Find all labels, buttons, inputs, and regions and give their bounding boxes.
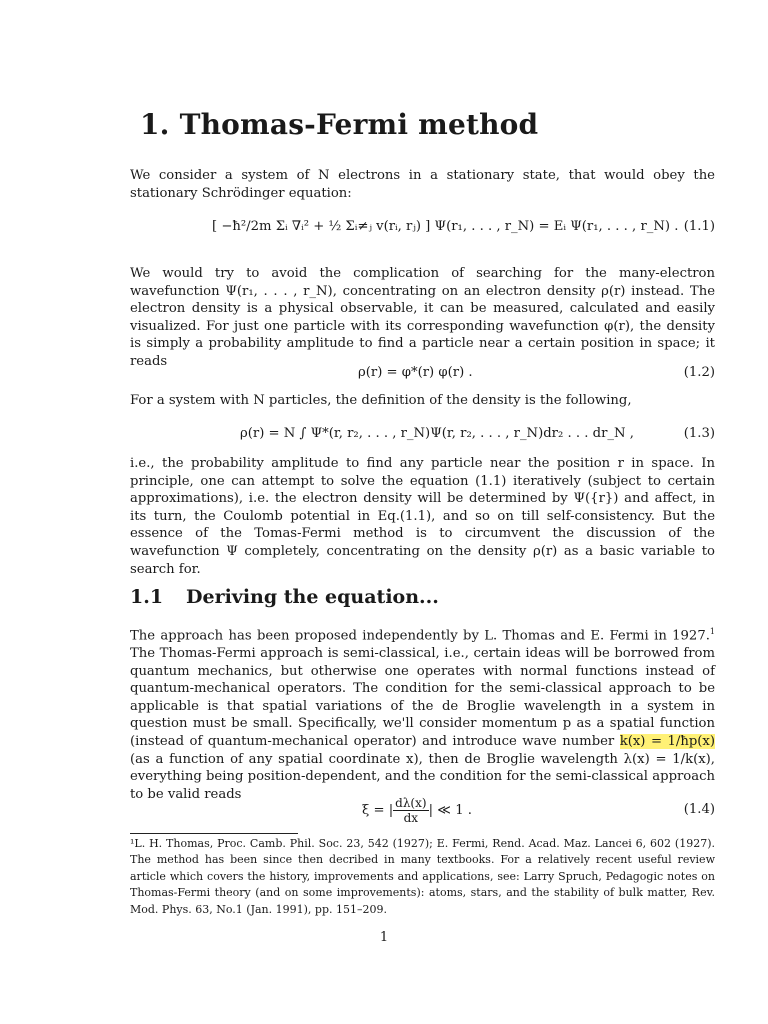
paragraph-intro: We consider a system of N electrons in a stationary state, that would obey the stationary Schrödinger equation: — [130, 168, 715, 201]
footnote-1: ¹L. H. Thomas, Proc. Camb. Phil. Soc. 23, 542 (1927); E. Fermi, Rend. Acad. Maz. Lancei 6, 602 (1927). The method has been since then decribed in many textbooks. For a relatively recent useful review article which covers the history, improvements and applications, see: Larry Spruch, Pedagogic notes on Thomas-Fermi theory (and on some improvements): atoms, stars, and the stability of bulk matter, Rev. Mod. Phys. 63, No.1 (Jan. 1991), pp. 151–209. — [130, 837, 715, 916]
paragraph-approach-part-a: The approach has been proposed independently by L. Thomas and E. Fermi in 1927. — [130, 628, 710, 644]
equation-1-4-rhs: | ≪ 1 . — [428, 803, 472, 818]
section-heading — [130, 586, 439, 608]
paragraph-approach-part-c: (as a function of any spatial coordinate x), then de Broglie wavelength λ(x) = 1/k(x), everything being position-dependent, and the condition for the semi-classical approach to be valid reads — [130, 751, 715, 802]
equation-1-2 — [130, 365, 715, 387]
equation-1-2-body: ρ(r) = φ*(r) φ(r) . — [358, 365, 473, 380]
equation-1-1-body: [ −ħ²/2m Σᵢ ∇ᵢ² + ½ Σᵢ≠ⱼ v(rᵢ, rⱼ) ] Ψ(r₁, . . . , r_N) = Eᵢ Ψ(r₁, . . . , r_N) . — [212, 219, 679, 234]
equation-1-3-body: ρ(r) = N ∫ Ψ*(r, r₂, . . . , r_N)Ψ(r, r₂, . . . , r_N)dr₂ . . . dr_N , — [240, 426, 634, 441]
paragraph-n-particles: For a system with N particles, the definition of the density is the following, — [130, 393, 632, 408]
paragraph-approach — [130, 623, 715, 803]
footnote-divider — [130, 833, 298, 834]
highlighted-wave-number: k(x) = 1/ħp(x) — [619, 733, 715, 749]
equation-1-1 — [130, 219, 715, 241]
equation-1-4-lhs: ξ = | — [362, 803, 394, 818]
fraction-denominator: dx — [403, 811, 419, 825]
equation-1-4-number: (1.4) — [683, 802, 715, 817]
section-number: 1.1 — [130, 586, 164, 608]
equation-1-3 — [130, 426, 715, 448]
equation-1-4-fraction — [393, 796, 428, 825]
paragraph-self-consistency: i.e., the probability amplitude to find any particle near the position r in space. In principle, one can attempt to solve the equation (1.1) iteratively (subject to certain approximations), i.e. the electron density will be determined by Ψ({r}) and affect, in its turn, the Coulomb potential in Eq.(1.1), and so on till self-consistency. But the essence of the Tomas-Fermi method is to circumvent the discussion of the wavefunction Ψ completely, concentrating on the density ρ(r) as a basic variable to search for. — [130, 456, 715, 577]
equation-1-1-number: (1.1) — [683, 219, 715, 234]
chapter-title: 1. Thomas-Fermi method — [140, 108, 539, 141]
page-number: 1 — [379, 930, 389, 945]
equation-1-3-number: (1.3) — [683, 426, 715, 441]
equation-1-2-number: (1.2) — [683, 365, 715, 380]
footnote-marker[interactable]: 1 — [709, 627, 715, 636]
paragraph-approach-part-b: The Thomas-Fermi approach is semi-classical, i.e., certain ideas will be borrowed from quantum mechanics, but otherwise one operates with normal functions instead of quantum-mechanical operators. The condition for the semi-classical approach to be applicable is that spatial variations of the de Broglie wavelength in a system in question must be small. Specifically, we'll consider momentum p as a spatial function (instead of quantum-mechanical operator) and introduce wave number — [130, 645, 715, 749]
fraction-numerator: dλ(x) — [395, 796, 427, 810]
section-title: Deriving the equation... — [186, 586, 439, 608]
equation-1-4-body — [362, 796, 472, 825]
equation-1-4 — [130, 792, 715, 828]
paragraph-density: We would try to avoid the complication of searching for the many-electron wavefunction Ψ(r₁, . . . , r_N), concentrating on an electron density ρ(r) instead. The electron density is a physical observable, it can be measured, calculated and easily visualized. For just one particle with its corresponding wavefunction φ(r), the density is simply a probability amplitude to find a particle near a certain position in space; it reads — [130, 266, 715, 369]
